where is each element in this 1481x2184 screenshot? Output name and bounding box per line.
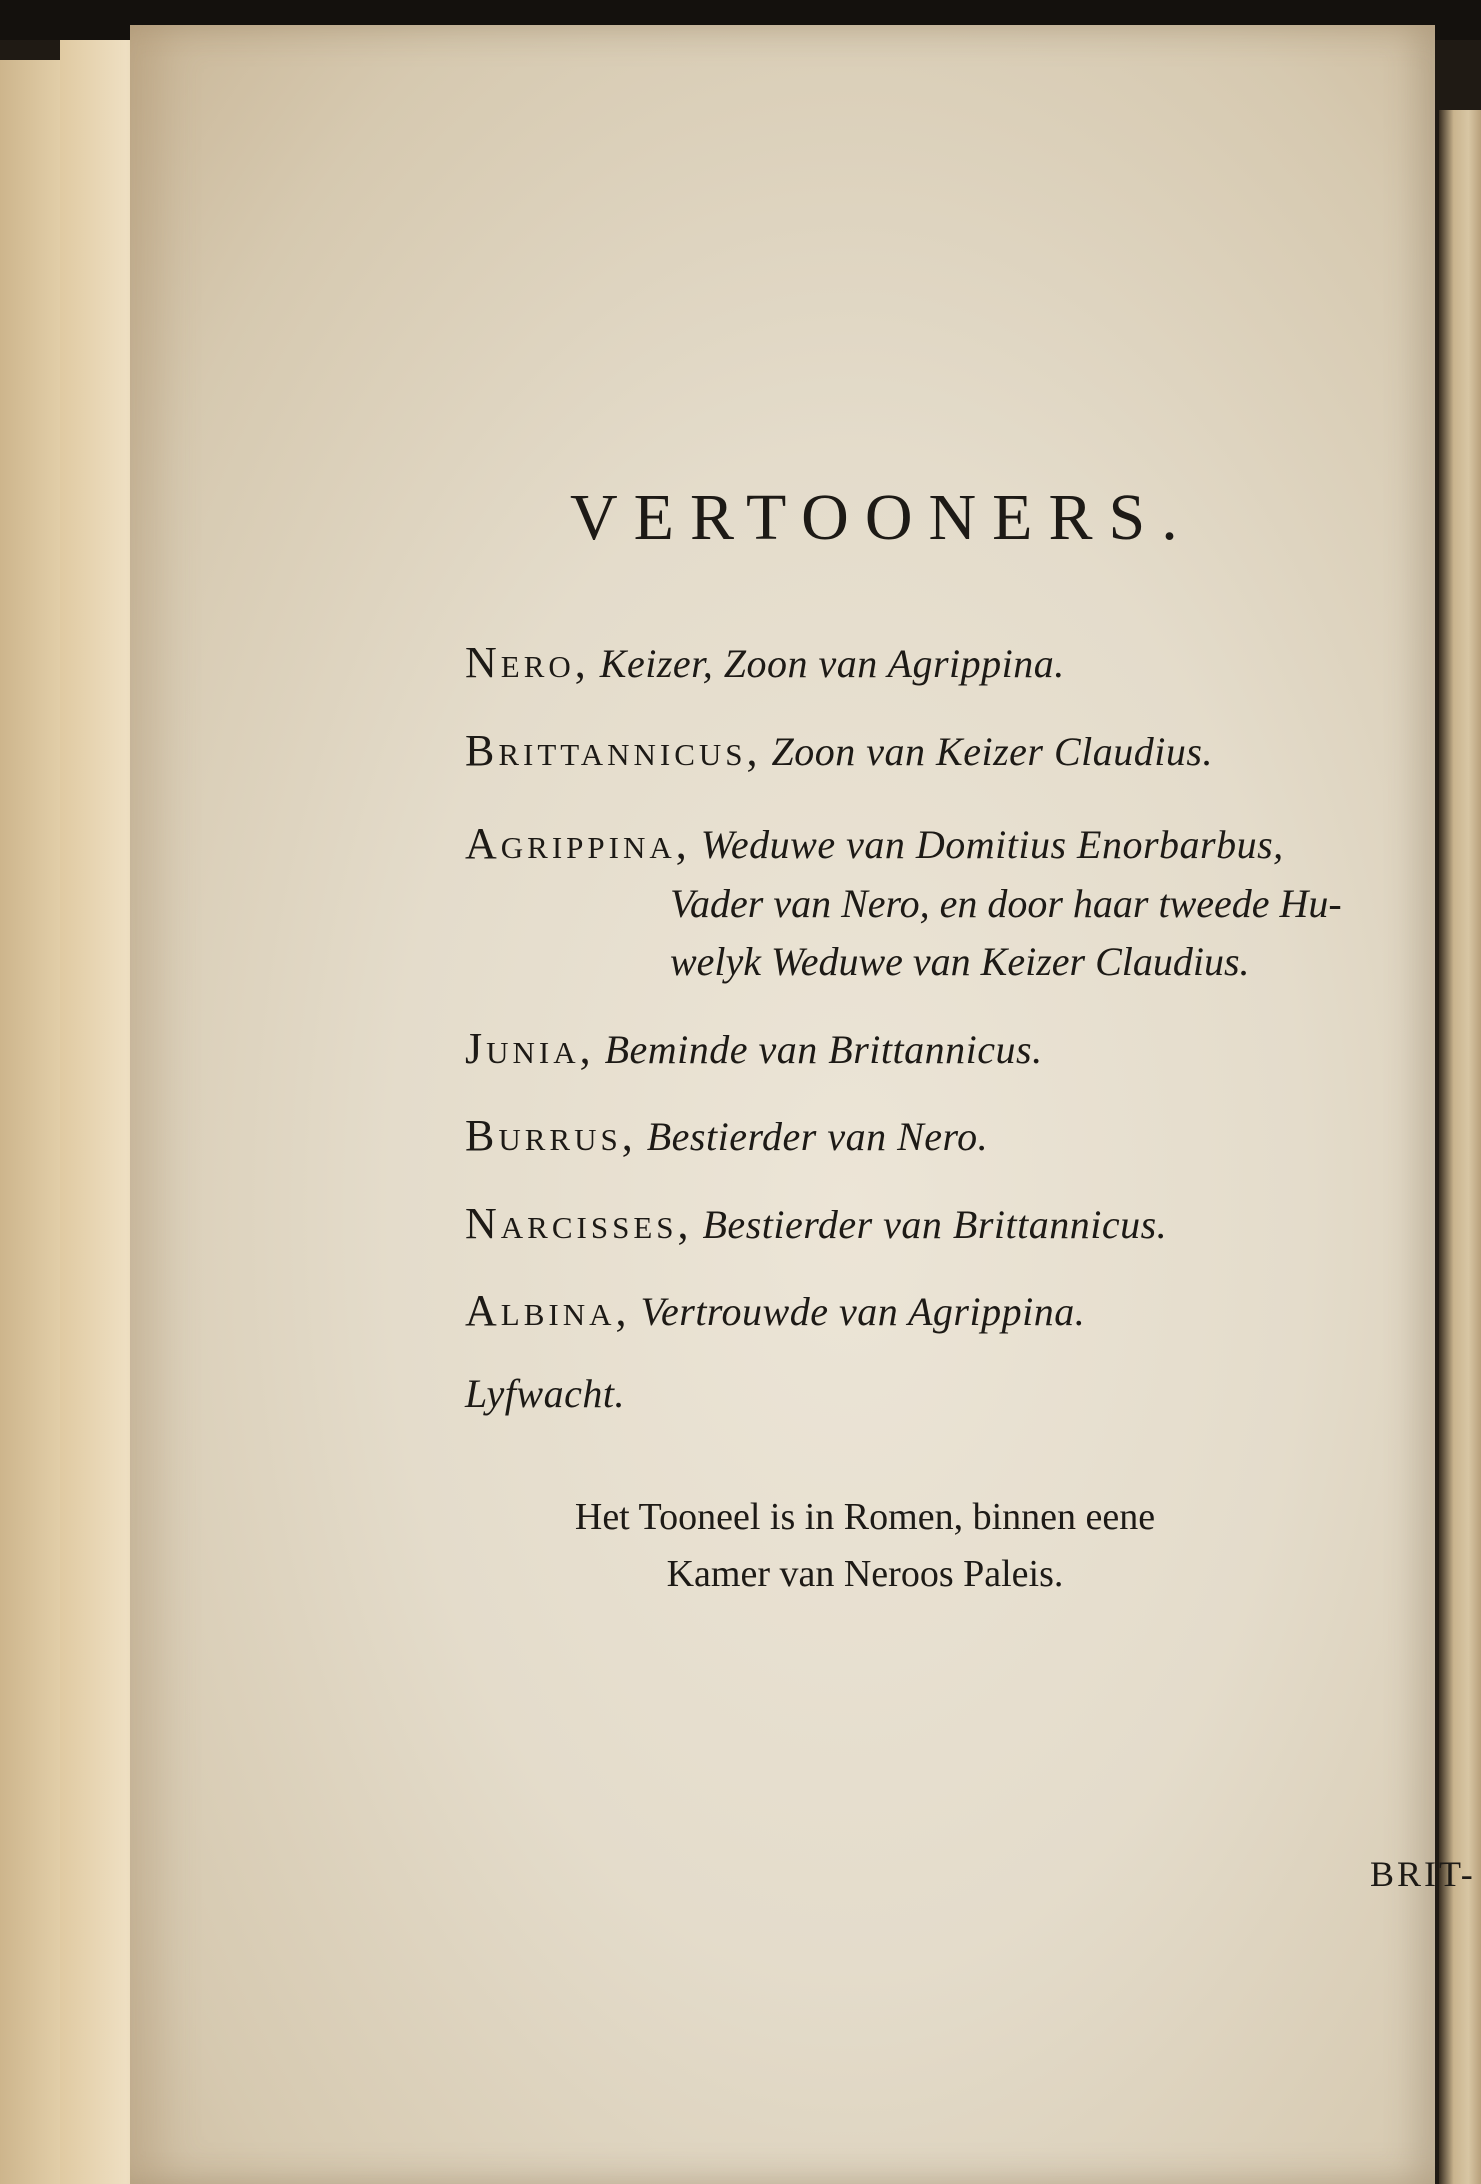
character-description: Vertrouwde van Agrippina.: [640, 1289, 1086, 1334]
character-name: Brittannicus,: [465, 726, 762, 775]
character-entry-brittannicus: [465, 725, 1213, 776]
character-description: Lyfwacht.: [465, 1371, 625, 1416]
character-name: Narcisses,: [465, 1199, 693, 1248]
scene-setting-line: Het Tooneel is in Romen, binnen eene: [574, 1496, 1156, 1538]
page-title: VERTOONERS.: [570, 481, 1194, 554]
character-description-continued: Vader van Nero, en door haar tweede Hu-: [670, 881, 1342, 926]
character-description-continued: welyk Weduwe van Keizer Claudius.: [670, 939, 1250, 984]
book-page: [130, 25, 1476, 2184]
character-name: Junia,: [465, 1024, 595, 1073]
character-description: Bestierder van Nero.: [646, 1114, 989, 1159]
character-entry-nero: [465, 637, 1065, 688]
character-entry-agrippina: [465, 818, 1284, 869]
character-name: Burrus,: [465, 1111, 637, 1160]
character-description: Bestierder van Brittannicus.: [702, 1202, 1168, 1247]
character-entry-lyfwacht: [465, 1370, 625, 1417]
character-entry-junia: [465, 1023, 1043, 1074]
character-entry-narcisses: [465, 1198, 1167, 1249]
character-name: Nero,: [465, 638, 590, 687]
character-description: Beminde van Brittannicus.: [604, 1027, 1043, 1072]
catchword: BRIT-: [1370, 1854, 1476, 1894]
character-name: Agrippina,: [465, 819, 691, 868]
character-description: Zoon van Keizer Claudius.: [771, 729, 1213, 774]
scene-setting-line: Kamer van Neroos Paleis.: [666, 1553, 1064, 1595]
character-entry-burrus: [465, 1110, 988, 1161]
character-description: Weduwe van Domitius Enorbarbus,: [700, 822, 1284, 867]
character-entry-albina: [465, 1285, 1085, 1336]
character-description: Keizer, Zoon van Agrippina.: [599, 641, 1065, 686]
character-name: Albina,: [465, 1286, 631, 1335]
